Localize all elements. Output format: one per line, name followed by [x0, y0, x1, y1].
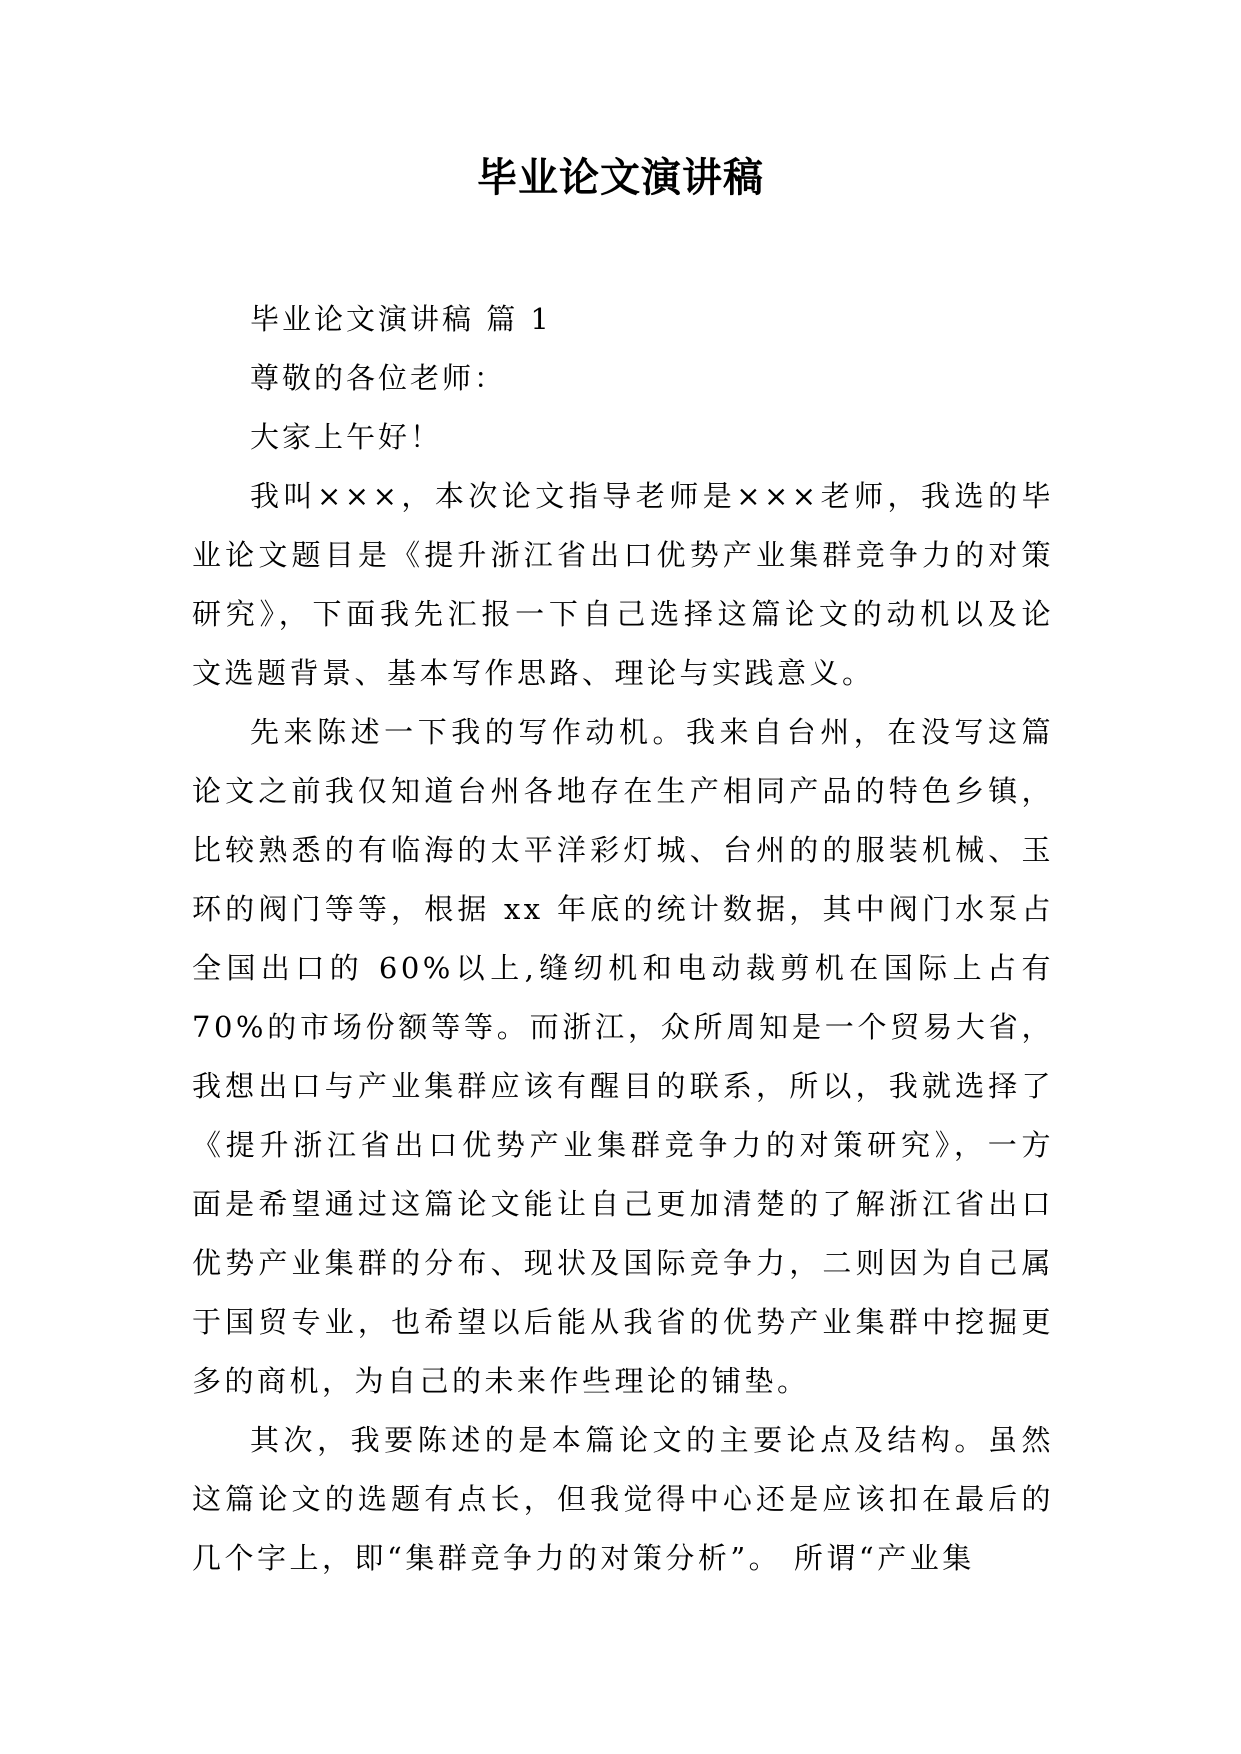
page-title: 毕业论文演讲稿: [477, 154, 764, 201]
paragraph-introduction: 我叫×××，本次论文指导老师是×××老师，我选的毕业论文题目是《提升浙江省出口优势产业集群竞争力的对策研究》，下面我先汇报一下自己选择这篇论文的动机以及论文选题背景、基本写作思路、理论与实践意义。: [192, 479, 1054, 690]
greeting: 大家上午好！: [250, 420, 443, 454]
salutation: 尊敬的各位老师：: [250, 361, 507, 395]
paragraph-motivation: 先来陈述一下我的写作动机。我来自台州，在没写这篇论文之前我仅知道台州各地存在生产相同产品的特色乡镇，比较熟悉的有临海的太平洋彩灯城、台州的的服装机械、玉环的阀门等等，根据 xx 年底的统计数据，其中阀门水泵占全国出口的 60%以上,缝纫机和电动裁剪机在国际上占有 70%的市场份额等等。而浙江，众所周知是一个贸易大省，我想出口与产业集群应该有醒目的联系，所以，我就选择了《提升浙江省出口优势产业集群竞争力的对策研究》，一方面是希望通过这篇论文能让自己更加清楚的了解浙江省出口优势产业集群的分布、现状及国际竞争力，二则因为自己属于国贸专业，也希望以后能从我省的优势产业集群中挖掘更多的商机，为自己的未来作些理论的铺垫。: [192, 715, 1054, 1398]
document-body: [192, 290, 1054, 1588]
section-heading: 毕业论文演讲稿 篇 1: [250, 302, 552, 336]
paragraph-structure: 其次，我要陈述的是本篇论文的主要论点及结构。虽然这篇论文的选题有点长，但我觉得中心还是应该扣在最后的几个字上，即“集群竞争力的对策分析”。 所谓“产业集: [192, 1423, 1054, 1575]
